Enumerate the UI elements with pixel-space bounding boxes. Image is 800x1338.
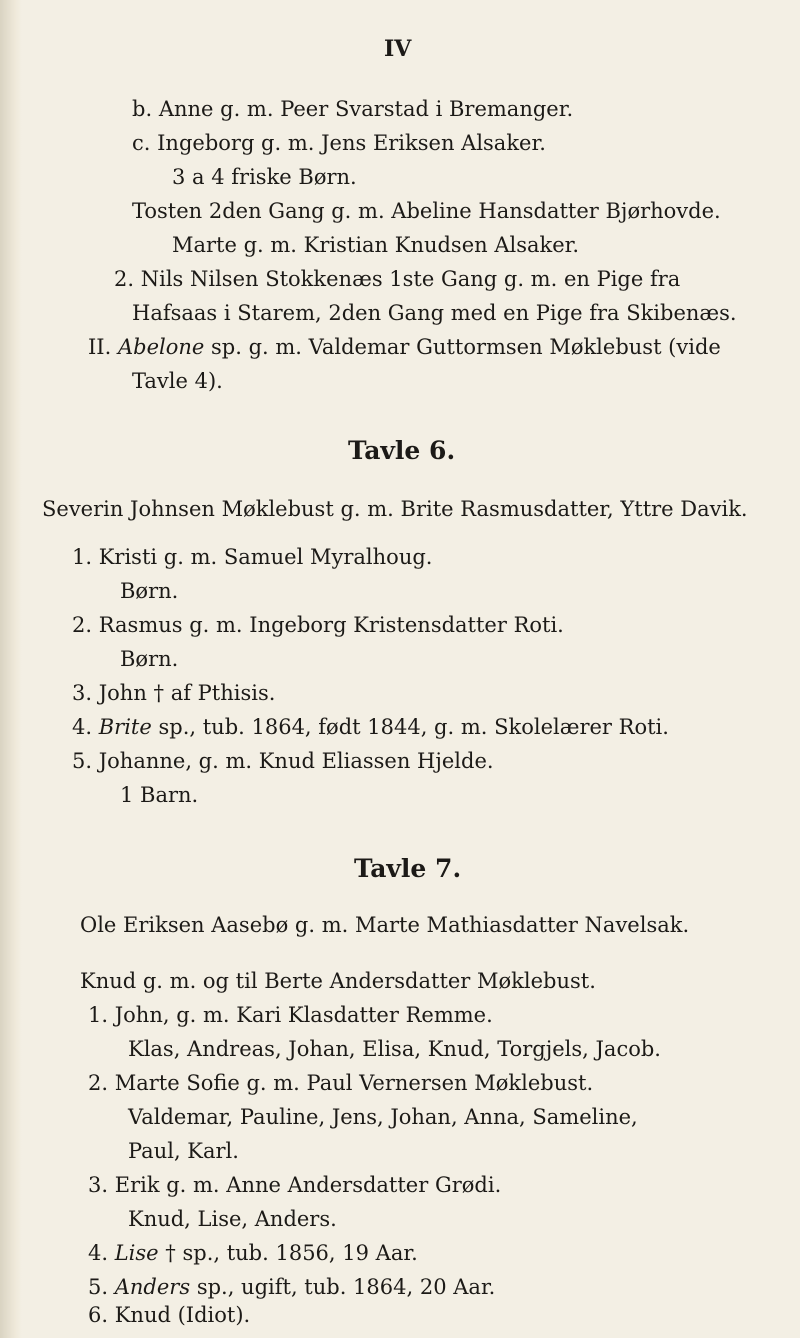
text-line: Valdemar, Pauline, Jens, Johan, Anna, Sameline, — [128, 1105, 638, 1129]
text-line: Børn. — [120, 579, 179, 603]
line-label: 5. — [88, 1275, 109, 1299]
line-text: Erik g. m. Anne Andersdatter Grødi. — [114, 1173, 502, 1197]
text-line: Knud g. m. og til Berte Andersdatter Møklebust. — [80, 969, 596, 993]
text-line — [88, 1274, 495, 1300]
text-line — [88, 1172, 501, 1198]
text-line — [132, 96, 573, 122]
section-heading: Tavle 7. — [354, 854, 462, 883]
text-line: 3 a 4 friske Børn. — [172, 165, 357, 189]
line-label: 4. — [72, 715, 93, 739]
text-line — [72, 612, 564, 638]
text-line: Tavle 4). — [132, 369, 223, 393]
text-line: 1 Barn. — [120, 783, 199, 807]
text-line — [88, 1302, 250, 1328]
text-line — [88, 1240, 418, 1266]
line-text: sp., tub. 1864, født 1844, g. m. Skolelærer Roti. — [158, 715, 669, 739]
line-text: Anne g. m. Peer Svarstad i Bremanger. — [158, 97, 574, 121]
text-line: Marte g. m. Kristian Knudsen Alsaker. — [172, 233, 580, 257]
text-line — [72, 714, 669, 740]
line-label: 3. — [88, 1173, 109, 1197]
line-text: John † af Pthisis. — [98, 681, 276, 705]
line-text: Nils Nilsen Stokkenæs 1ste Gang g. m. en Pige fra — [140, 267, 681, 291]
text-line — [72, 544, 432, 570]
text-line: Severin Johnsen Møklebust g. m. Brite Rasmusdatter, Yttre Davik. — [42, 497, 748, 521]
line-name-italic: Brite — [98, 715, 152, 739]
text-line: Børn. — [120, 647, 179, 671]
line-name-italic: Lise — [114, 1241, 159, 1265]
line-text: Knud (Idiot). — [114, 1303, 251, 1327]
text-line — [88, 1002, 493, 1028]
text-line — [72, 680, 275, 706]
line-label: 4. — [88, 1241, 109, 1265]
page-edge-shadow — [0, 0, 22, 1338]
text-line — [132, 130, 546, 156]
text-line: Ole Eriksen Aasebø g. m. Marte Mathiasdatter Navelsak. — [80, 913, 690, 937]
line-label: 2. — [114, 267, 135, 291]
line-text: sp., ugift, tub. 1864, 20 Aar. — [196, 1275, 496, 1299]
text-line: Tosten 2den Gang g. m. Abeline Hansdatter Bjørhovde. — [132, 199, 721, 223]
line-text: Rasmus g. m. Ingeborg Kristensdatter Roti. — [98, 613, 564, 637]
line-text: † sp., tub. 1856, 19 Aar. — [165, 1241, 418, 1265]
section-heading: Tavle 6. — [348, 436, 456, 465]
line-text: Marte Sofie g. m. Paul Vernersen Møklebust. — [114, 1071, 594, 1095]
line-text: Johanne, g. m. Knud Eliassen Hjelde. — [98, 749, 494, 773]
line-label: 2. — [72, 613, 93, 637]
line-label: b. — [132, 97, 153, 121]
line-label: 1. — [88, 1003, 109, 1027]
text-line — [114, 266, 680, 292]
text-line — [88, 334, 721, 360]
line-label: 2. — [88, 1071, 109, 1095]
line-name-italic: Abelone — [117, 335, 205, 359]
line-text: John, g. m. Kari Klasdatter Remme. — [114, 1003, 493, 1027]
text-line: Knud, Lise, Anders. — [128, 1207, 337, 1231]
line-text: Kristi g. m. Samuel Myralhoug. — [98, 545, 433, 569]
text-line: Paul, Karl. — [128, 1139, 239, 1163]
text-line: Hafsaas i Starem, 2den Gang med en Pige fra Skibenæs. — [132, 301, 737, 325]
page-number: IV — [384, 36, 412, 62]
text-line: Klas, Andreas, Johan, Elisa, Knud, Torgjels, Jacob. — [128, 1037, 661, 1061]
line-name-italic: Anders — [114, 1275, 191, 1299]
line-label: II. — [88, 335, 112, 359]
line-label: 6. — [88, 1303, 109, 1327]
line-text: Ingeborg g. m. Jens Eriksen Alsaker. — [157, 131, 546, 155]
line-label: 5. — [72, 749, 93, 773]
text-line — [72, 748, 494, 774]
line-label: 1. — [72, 545, 93, 569]
line-label: c. — [132, 131, 151, 155]
line-text: sp. g. m. Valdemar Guttormsen Møklebust (vide — [211, 335, 721, 359]
line-label: 3. — [72, 681, 93, 705]
text-line — [88, 1070, 593, 1096]
